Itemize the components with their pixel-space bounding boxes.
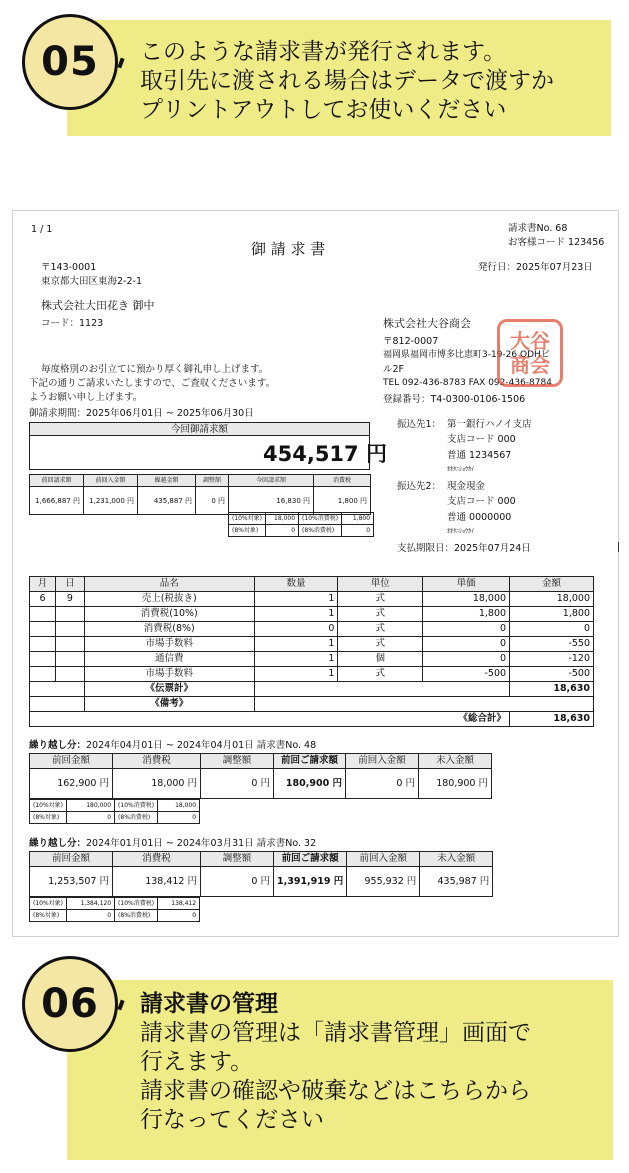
carry-cell: 18,000 円 <box>113 769 201 799</box>
carryover-2-table <box>29 851 493 897</box>
carry-cell: 1,253,507 円 <box>30 867 113 897</box>
tax-label: (8%対象) <box>30 910 67 922</box>
bank2-line: 現金現金 <box>447 481 486 492</box>
bank2-line: 支店コード 000 <box>447 496 516 507</box>
carry-header: 前回入金額 <box>346 754 419 769</box>
tax-label: (10%対象) <box>229 513 266 525</box>
item-cell: 1 <box>254 592 338 607</box>
tax-value: 0 <box>158 812 200 824</box>
step-06-badge <box>22 956 118 1052</box>
step-06-number: 06 <box>41 981 99 1027</box>
item-cell <box>30 607 56 622</box>
carry-header: 調整額 <box>201 754 274 769</box>
item-cell: 1 <box>254 652 338 667</box>
carry-cell: 138,412 円 <box>113 867 201 897</box>
carry-cell: 955,932 円 <box>347 867 420 897</box>
summary-cell: 16,830 円 <box>229 487 314 515</box>
invoice-document <box>12 210 619 937</box>
item-cell <box>55 607 84 622</box>
tax-value: 180,000 <box>67 800 115 812</box>
due-date: 支払期限日：2025年07月24日 <box>397 543 531 554</box>
item-cell: 1,800 <box>423 607 510 622</box>
carry-cell: 180,900 円 <box>274 769 346 799</box>
item-cell: 0 <box>423 637 510 652</box>
summary-header: 調整額 <box>196 475 229 487</box>
item-cell: 通信費 <box>84 652 254 667</box>
items-header: 品名 <box>84 577 254 592</box>
items-header: 日 <box>55 577 84 592</box>
summary-cell: 0 円 <box>196 487 229 515</box>
grand-total-label: 《総合計》 <box>30 712 510 727</box>
carryover-2-heading <box>29 837 316 850</box>
table-row <box>30 637 594 652</box>
slip-total-row <box>30 682 594 697</box>
tax-label: (8%対象) <box>30 812 67 824</box>
step-06-title: 請求書の管理 <box>140 991 278 1017</box>
item-cell: 消費税(10%) <box>84 607 254 622</box>
item-cell <box>55 622 84 637</box>
sender-phone: TEL 092-436-8783 FAX 092-436-8784 <box>383 378 552 388</box>
carry-cell: 180,900 円 <box>419 769 492 799</box>
item-cell: 市場手数料 <box>84 637 254 652</box>
greeting-line: 毎度格別のお引立てに預かり厚く御礼申し上げます。 <box>41 364 269 375</box>
invoice-title: 御 請 求 書 <box>251 240 326 258</box>
item-cell: 0 <box>423 652 510 667</box>
carryover-1-heading <box>29 739 316 752</box>
carry-cell: 435,987 円 <box>420 867 493 897</box>
bank1-line: 支店コード 000 <box>447 434 516 445</box>
item-cell: 個 <box>338 652 423 667</box>
summary-table <box>29 474 371 515</box>
table-row <box>30 607 594 622</box>
step-06-line: 行えます。 <box>140 1049 254 1075</box>
items-header: 単位 <box>338 577 423 592</box>
table-row <box>30 652 594 667</box>
item-cell: 式 <box>338 592 423 607</box>
summary-cell: 1,800 円 <box>314 487 371 515</box>
item-cell: 0 <box>254 622 338 637</box>
tax-label: (10%消費税) <box>115 800 158 812</box>
recipient-code: コード：1123 <box>41 318 104 329</box>
items-header: 金額 <box>510 577 594 592</box>
page-number: 1 / 1 <box>31 224 53 235</box>
greeting-line: ようお願い申し上げます。 <box>29 392 143 403</box>
tax-label: (10%対象) <box>30 898 67 910</box>
carry-cell: 0 円 <box>201 867 274 897</box>
carry-header: 消費税 <box>113 754 201 769</box>
item-cell: 消費税(8%) <box>84 622 254 637</box>
step-05-badge <box>22 14 118 110</box>
invoice-number: 請求書No. 68 <box>508 223 568 234</box>
step-06-text <box>140 990 531 1135</box>
step-06-line: 請求書の管理は「請求書管理」画面で <box>140 1020 531 1046</box>
recipient-name: 株式会社大田花き 御中 <box>41 299 155 312</box>
table-row <box>30 667 594 682</box>
table-row <box>30 592 594 607</box>
sender-address: 福岡県福岡市博多比恵町3-19-26 ODHビ <box>383 350 550 360</box>
bank1-line: 普通 1234567 <box>447 450 512 461</box>
item-cell: 6 <box>30 592 56 607</box>
item-cell: -550 <box>510 637 594 652</box>
item-cell <box>55 652 84 667</box>
item-cell <box>55 637 84 652</box>
carryover-range: 2024年04月01日 ~ 2024年04月01日 請求書No. 48 <box>86 740 317 751</box>
items-header: 単価 <box>423 577 510 592</box>
sender-zip: 〒812-0007 <box>383 336 439 347</box>
item-cell: 売上(税抜き) <box>84 592 254 607</box>
item-cell: 1 <box>254 607 338 622</box>
item-cell: 18,000 <box>510 592 594 607</box>
table-row <box>30 622 594 637</box>
step-05-number: 05 <box>41 39 99 85</box>
item-cell: 式 <box>338 607 423 622</box>
tax-value: 1,800 <box>342 513 374 525</box>
memo-row <box>30 697 594 712</box>
carry-cell: 162,900 円 <box>30 769 113 799</box>
customer-code: お客様コード 123456 <box>508 237 605 248</box>
carryover-1-tax <box>29 799 200 824</box>
slip-total-value: 18,630 <box>510 682 594 697</box>
item-cell <box>30 637 56 652</box>
summary-header: 前回請求額 <box>30 475 84 487</box>
item-cell: 式 <box>338 637 423 652</box>
carry-header: 前回ご請求額 <box>274 754 346 769</box>
tax-value: 0 <box>158 910 200 922</box>
step-05-line: プリントアウトしてお使いください <box>140 97 507 123</box>
item-cell <box>30 622 56 637</box>
carryover-range: 2024年01月01日 ~ 2024年03月31日 請求書No. 32 <box>86 838 317 849</box>
billing-period: 御請求期間：2025年06月01日 ~ 2025年06月30日 <box>29 408 254 419</box>
greeting-line: 下記の通りご請求いたしますので、ご査収くださいます。 <box>29 378 276 389</box>
summary-header: 繰越金額 <box>138 475 196 487</box>
tax-label: (8%対象) <box>229 525 266 537</box>
amount-label: 今回御請求額 <box>30 423 369 436</box>
items-header: 月 <box>30 577 56 592</box>
tax-value: 18,000 <box>266 513 299 525</box>
tax-value: 1,384,120 <box>67 898 115 910</box>
tax-label: (10%対象) <box>30 800 67 812</box>
item-cell <box>30 667 56 682</box>
bank1-line: 第一銀行ハノイ支店 <box>447 419 532 430</box>
item-cell: 1,800 <box>510 607 594 622</box>
bank1-label: 振込先1： <box>397 419 442 430</box>
summary-cell: 1,231,000 円 <box>84 487 138 515</box>
item-cell: 市場手数料 <box>84 667 254 682</box>
item-cell <box>55 667 84 682</box>
step-06-line: 請求書の確認や破棄などはこちらから <box>140 1078 531 1104</box>
item-cell: 0 <box>510 622 594 637</box>
step-05-line: このような請求書が発行されます。 <box>140 39 507 65</box>
tax-label: (8%消費税) <box>299 525 342 537</box>
bank2-label: 振込先2： <box>397 481 442 492</box>
registration-number: 登録番号：T4-0300-0106-1506 <box>383 394 526 405</box>
carry-header: 未入金額 <box>420 852 493 867</box>
summary-cell: 1,666,887 円 <box>30 487 84 515</box>
item-cell: 9 <box>55 592 84 607</box>
carry-cell: 1,391,919 円 <box>274 867 347 897</box>
carry-cell: 0 円 <box>346 769 419 799</box>
memo-label: 《備考》 <box>84 697 254 712</box>
tax-label: (10%消費税) <box>299 513 342 525</box>
grand-total-row <box>30 712 594 727</box>
tax-value: 138,412 <box>158 898 200 910</box>
item-cell: -120 <box>510 652 594 667</box>
tax-breakdown <box>228 512 374 537</box>
grand-total-value: 18,630 <box>510 712 594 727</box>
item-cell: -500 <box>423 667 510 682</box>
recipient-address: 東京都大田区東海2-2-1 <box>41 276 142 287</box>
carry-header: 前回金額 <box>30 754 113 769</box>
item-cell: 18,000 <box>423 592 510 607</box>
items-table <box>29 576 594 727</box>
tax-value: 0 <box>67 910 115 922</box>
slip-total-label: 《伝票計》 <box>84 682 254 697</box>
items-header: 数量 <box>254 577 338 592</box>
bank2-line: 普通 0000000 <box>447 512 512 523</box>
issue-date: 発行日：2025年07月23日 <box>478 262 593 273</box>
tax-value: 0 <box>67 812 115 824</box>
item-cell: 式 <box>338 667 423 682</box>
item-cell: 式 <box>338 622 423 637</box>
summary-cell: 435,887 円 <box>138 487 196 515</box>
scrollbar-mark <box>618 542 619 552</box>
tax-label: (8%消費税) <box>115 910 158 922</box>
summary-header: 消費税 <box>314 475 371 487</box>
carry-header: 前回入金額 <box>347 852 420 867</box>
carryover-label: 繰り越し分： <box>29 838 87 849</box>
carry-header: 消費税 <box>113 852 201 867</box>
tax-value: 0 <box>266 525 299 537</box>
item-cell: -500 <box>510 667 594 682</box>
carry-header: 前回ご請求額 <box>274 852 347 867</box>
company-seal: 大谷商会 <box>497 319 563 387</box>
tax-value: 18,000 <box>158 800 200 812</box>
step-05-text <box>140 38 554 125</box>
amount-total: 454,517 円 <box>263 442 387 466</box>
bank1-line: ｵｵﾀﾆｼｮｳｶｲ <box>447 466 475 473</box>
tax-label: (10%消費税) <box>115 898 158 910</box>
tax-value: 0 <box>342 525 374 537</box>
carry-header: 前回金額 <box>30 852 113 867</box>
recipient-zip: 〒143-0001 <box>41 262 97 273</box>
bank2-line: ｵｵﾀﾆｼｮｳｶｲ <box>447 528 475 535</box>
item-cell: 1 <box>254 637 338 652</box>
item-cell: 1 <box>254 667 338 682</box>
summary-header: 今回請求額 <box>229 475 314 487</box>
sender-name: 株式会社大谷商会 <box>383 317 471 330</box>
item-cell: 0 <box>423 622 510 637</box>
step-06-line: 行なってください <box>140 1107 324 1133</box>
carryover-label: 繰り越し分： <box>29 740 87 751</box>
item-cell <box>30 652 56 667</box>
carryover-1-table <box>29 753 492 799</box>
step-05-line: 取引先に渡される場合はデータで渡すか <box>140 68 554 94</box>
carryover-2-tax <box>29 897 200 922</box>
carry-cell: 0 円 <box>201 769 274 799</box>
tax-label: (8%消費税) <box>115 812 158 824</box>
carry-header: 未入金額 <box>419 754 492 769</box>
sender-address: ル2F <box>383 364 405 375</box>
summary-header: 前回入金額 <box>84 475 138 487</box>
carry-header: 調整額 <box>201 852 274 867</box>
